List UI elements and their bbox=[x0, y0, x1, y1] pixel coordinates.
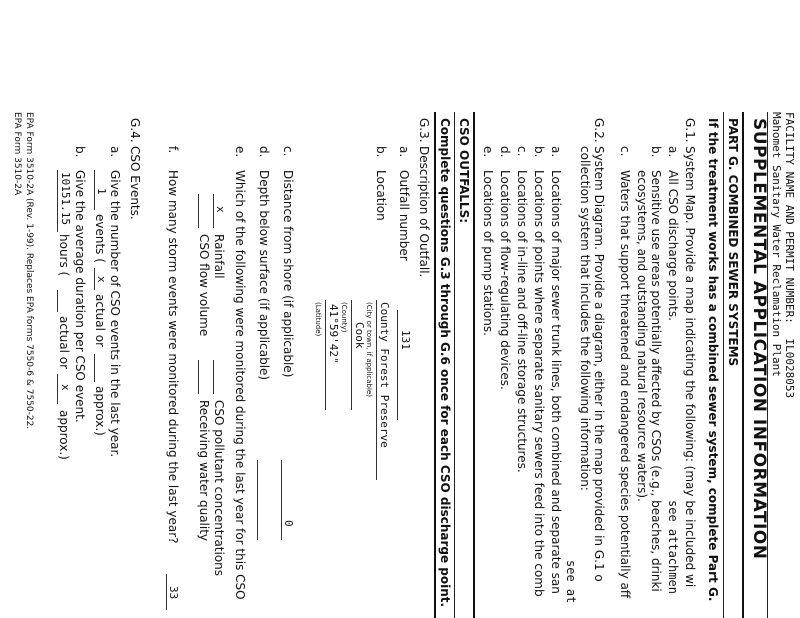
g3-e-text: Which of the following were monitored during the last year for this CSO bbox=[233, 170, 247, 600]
g1-c-text: Waters that support threatened and endangered species potentially aff bbox=[618, 170, 632, 599]
cso-flow-checkline[interactable] bbox=[198, 194, 199, 228]
cso-events-line bbox=[94, 170, 95, 210]
cso-heading: CSO OUTFALLS: bbox=[457, 118, 471, 224]
g2-e-marker: e. bbox=[481, 146, 495, 158]
part-g-rule bbox=[723, 112, 724, 618]
page-title: SUPPLEMENTAL APPLICATION INFORMATION bbox=[749, 118, 769, 560]
g4-label: G.4. bbox=[128, 118, 142, 143]
g3-f-marker: f. bbox=[166, 146, 180, 154]
g2-e-text: Locations of pump stations. bbox=[481, 170, 495, 336]
location-latitude-value: 41°59'42" bbox=[327, 304, 340, 364]
outfall-number-value: 131 bbox=[399, 330, 412, 350]
title-rule bbox=[742, 112, 744, 618]
g3-a-marker: a. bbox=[397, 146, 411, 158]
cso-events-actual-line[interactable] bbox=[94, 268, 95, 290]
receiving-water-label: Receiving water quality bbox=[197, 400, 211, 542]
footer-form-ref: EPA Form 3510-2A bbox=[12, 112, 22, 196]
cso-events-approx-line[interactable] bbox=[94, 354, 95, 382]
part-g-intro: If the treatment works has a combined sewer system, complete Part G. bbox=[706, 118, 720, 602]
g3-label: G.3. bbox=[417, 118, 431, 143]
duration-approx-label: approx.) bbox=[57, 410, 71, 460]
g2-b-text: Locations of points where separate sanitary sewers feed into the comb bbox=[532, 170, 546, 597]
g2-d-marker: d. bbox=[498, 146, 512, 158]
duration-actual-label: actual or bbox=[57, 316, 71, 370]
cso-events-actual-label: actual or bbox=[93, 294, 107, 348]
rainfall-label: Rainfall bbox=[212, 234, 226, 279]
location-city-line bbox=[376, 300, 377, 480]
g4-a-text: Give the number of CSO events in the last year. bbox=[108, 170, 122, 458]
cso-rule-bottom bbox=[434, 112, 436, 618]
g2-text: System Diagram. Provide a diagram, either in the map provided in G.1 o bbox=[592, 146, 606, 582]
g2-a-marker: a. bbox=[549, 146, 563, 158]
g3-b-marker: b. bbox=[374, 146, 388, 158]
g2-d-text: Locations of flow-regulating devices. bbox=[498, 170, 512, 390]
cso-flow-label: CSO flow volume bbox=[197, 234, 211, 337]
cso-rule-top bbox=[473, 112, 475, 618]
g3-f-text: How many storm events were monitored during the last year? bbox=[166, 170, 180, 544]
g4-b-marker: b. bbox=[73, 146, 87, 158]
g2-label: G.2. bbox=[592, 118, 606, 143]
g3-c-marker: c. bbox=[281, 146, 295, 157]
duration-approx-mark[interactable]: x bbox=[59, 384, 72, 391]
location-latitude-line bbox=[325, 300, 326, 410]
cso-events-approx-label: approx.) bbox=[93, 386, 107, 436]
city-caption: (City or town, if applicable) bbox=[365, 302, 373, 397]
latitude-caption: (Latitude) bbox=[314, 302, 322, 337]
distance-value: 0 bbox=[282, 520, 295, 527]
cso-events-value: 1 bbox=[95, 188, 108, 195]
distance-line bbox=[281, 460, 282, 540]
cso-rule-mid bbox=[454, 112, 455, 618]
cso-pollutant-label: CSO pollutant concentrations bbox=[212, 400, 226, 577]
g1-b-text-2: ecosystems, and outstanding natural resource waters). bbox=[635, 170, 649, 502]
duration-actual-line[interactable] bbox=[57, 290, 58, 312]
duration-hours-label: hours ( bbox=[57, 234, 71, 277]
location-city-value: County Forest Preserve bbox=[378, 302, 391, 448]
g1-b-text: Sensitive use areas potentially affected by CSOs (e.g., beaches, drinki bbox=[649, 170, 663, 592]
location-county-line bbox=[351, 300, 352, 410]
g3-a-label: Outfall number bbox=[397, 170, 411, 261]
g3-e-marker: e. bbox=[233, 146, 247, 158]
g4-a-marker: a. bbox=[108, 146, 122, 158]
facility-label bbox=[782, 112, 796, 398]
g2-c-text: Locations of in-line and off-line storage structures. bbox=[515, 170, 529, 473]
depth-line bbox=[257, 460, 258, 540]
g1-b-marker: b. bbox=[649, 146, 663, 158]
cso-pollutant-checkline[interactable] bbox=[213, 360, 214, 394]
cso-events-label: events ( bbox=[93, 214, 107, 263]
g2-attachment-note: see at bbox=[564, 560, 578, 604]
location-county-value: Cook bbox=[353, 322, 366, 349]
g3-title: Description of Outfall. bbox=[417, 146, 431, 278]
g3-b-label: Location bbox=[374, 170, 388, 221]
cso-events-actual-mark[interactable]: x bbox=[95, 276, 108, 283]
permit-number: IL0028053 bbox=[783, 338, 796, 399]
g1-text: System Map. Provide a map indicating the following: (may be included wi bbox=[683, 146, 697, 588]
facility-name: Mahomet Sanitary Water Reclamation Plant bbox=[770, 112, 783, 377]
g3-d-text: Depth below surface (if applicable) bbox=[257, 170, 271, 381]
duration-approx-line[interactable] bbox=[57, 374, 58, 404]
g1-c-marker: c. bbox=[618, 146, 632, 157]
g4-b-text: Give the average duration per CSO event. bbox=[73, 170, 87, 423]
g4-title: CSO Events. bbox=[128, 146, 142, 220]
rainfall-mark[interactable]: x bbox=[214, 206, 227, 213]
g1-label: G.1. bbox=[683, 118, 697, 143]
duration-value: 10151.15 bbox=[59, 172, 72, 225]
g1-a-marker: a. bbox=[666, 146, 680, 158]
g3-c-text: Distance from shore (if applicable) bbox=[281, 170, 295, 378]
g2-c-marker: c. bbox=[515, 146, 529, 157]
part-g-heading: PART G. COMBINED SEWER SYSTEMS bbox=[726, 118, 740, 367]
receiving-water-checkline[interactable] bbox=[198, 360, 199, 394]
duration-line bbox=[57, 170, 58, 232]
g1-a-text: All CSO discharge points. bbox=[666, 170, 680, 321]
outfall-number-line bbox=[397, 310, 398, 420]
storm-events-value: 33 bbox=[167, 586, 180, 600]
footer-form-id: EPA Form 3510-2A (Rev. 1-99). Replaces EPA forms 7550-6 & 7550-22. bbox=[24, 112, 34, 430]
cso-instruction: Complete questions G.3 through G.6 once for each CSO discharge point. bbox=[438, 118, 452, 608]
g3-d-marker: d. bbox=[257, 146, 271, 158]
g2-text-2: collection system that includes the following information: bbox=[578, 146, 592, 491]
g2-b-marker: b. bbox=[532, 146, 546, 158]
g2-a-text: Locations of major sewer trunk lines, both combined and separate san bbox=[549, 170, 563, 594]
g1-attachment-note: see attachmen bbox=[666, 500, 680, 594]
facility-label-text: FACILITY NAME AND PERMIT NUMBER: bbox=[783, 112, 796, 324]
rainfall-checkline[interactable] bbox=[213, 194, 214, 228]
county-caption: (County) bbox=[340, 302, 348, 333]
